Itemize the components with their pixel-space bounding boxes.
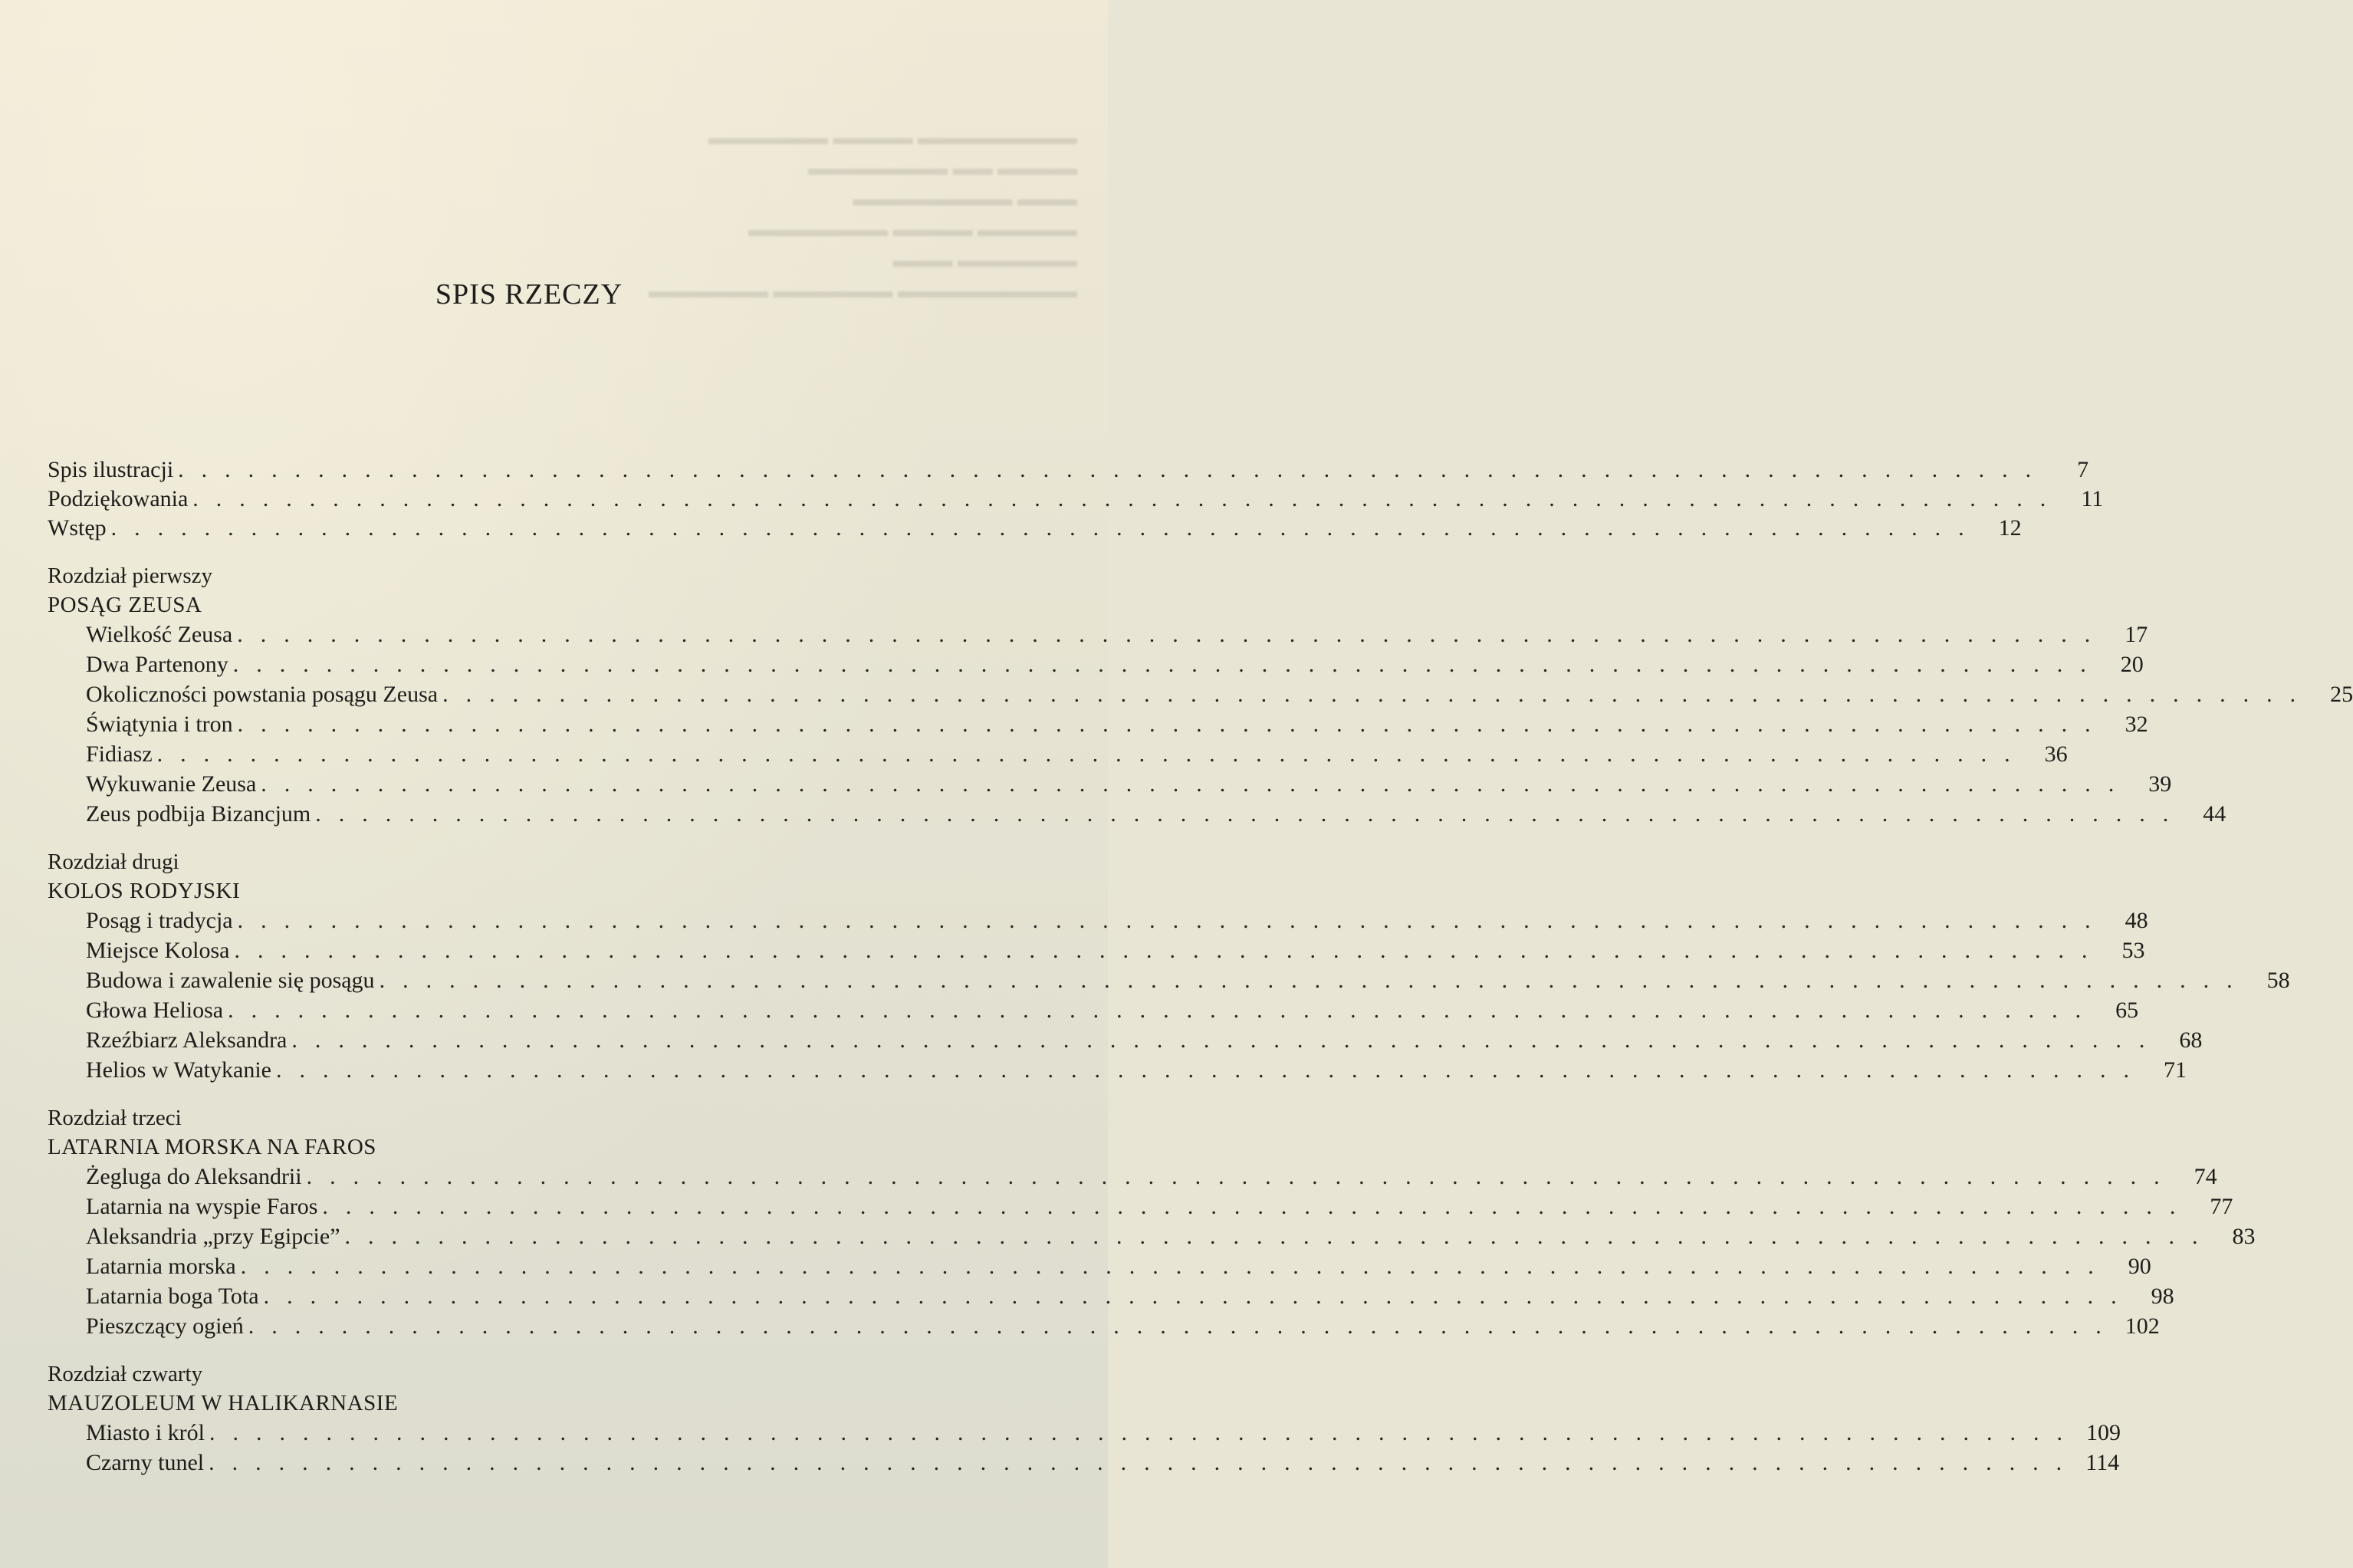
dot-leader: ................................................................................: [306, 1164, 2177, 1189]
entry-label: Latarnia na wyspie Faros: [86, 1194, 318, 1219]
dot-leader: ................................................................................: [275, 1057, 2147, 1083]
toc-section-entry: [48, 1221, 2256, 1251]
toc-entry: [48, 514, 2022, 543]
front-matter-list: [48, 455, 2104, 543]
toc-section-entry: [48, 739, 2068, 769]
entry-label: Głowa Heliosa: [86, 998, 224, 1023]
toc-section-entry: [48, 965, 2290, 995]
toc-section-entry: [48, 1418, 2121, 1448]
entry-page-number: 11: [2081, 486, 2104, 511]
toc-section-entry: [48, 769, 2172, 799]
toc-section-entry: [48, 1311, 2160, 1341]
entry-page-number: 25: [2330, 682, 2353, 707]
toc-section-entry: [48, 935, 2145, 965]
dot-leader: ................................................................................: [234, 938, 2105, 963]
entry-page-number: 53: [2121, 938, 2145, 963]
chapter-block: [48, 1359, 2121, 1478]
toc-section-entry: [48, 649, 2144, 679]
entry-page-number: 98: [2151, 1284, 2174, 1309]
entry-label: Fidiasz: [86, 741, 153, 767]
entry-label: Miasto i król: [86, 1420, 205, 1445]
entry-label: Aleksandria „przy Egipcie”: [86, 1224, 340, 1249]
dot-leader: ................................................................................: [237, 908, 2108, 933]
entry-page-number: 32: [2125, 712, 2148, 737]
chapter-list: [48, 561, 2353, 1478]
dot-leader: ................................................................................: [291, 1027, 2163, 1053]
entry-page-number: 68: [2179, 1027, 2203, 1053]
toc-section-entry: [48, 1025, 2203, 1055]
entry-label: Rzeźbiarz Aleksandra: [86, 1027, 288, 1053]
dot-leader: ................................................................................: [192, 486, 2064, 511]
chapter-label: Rozdział trzeci: [48, 1106, 182, 1130]
entry-label: Zeus podbija Bizancjum: [86, 801, 311, 827]
entry-label: Wykuwanie Zeusa: [86, 771, 257, 797]
dot-leader: ................................................................................: [156, 741, 2028, 767]
dot-leader: ................................................................................: [442, 682, 2314, 707]
entry-label: Żegluga do Aleksandrii: [86, 1164, 302, 1189]
toc-section-entry: [48, 679, 2353, 709]
chapter-label: Rozdział czwarty: [48, 1362, 203, 1386]
chapter-title: KOLOS RODYJSKI: [48, 879, 241, 903]
toc-section-entry: [48, 620, 2148, 649]
toc-section-entry: [48, 1448, 2120, 1478]
entry-page-number: 17: [2125, 622, 2148, 647]
entry-label: Czarny tunel: [86, 1450, 205, 1475]
entry-page-number: 77: [2210, 1194, 2233, 1219]
entry-page-number: 39: [2148, 771, 2172, 797]
entry-label: Dwa Partenony: [86, 652, 228, 677]
entry-page-number: 71: [2163, 1057, 2187, 1083]
chapter-block: [48, 847, 2290, 1085]
entry-page-number: 58: [2266, 968, 2290, 993]
dot-leader: ................................................................................: [322, 1194, 2194, 1219]
entry-page-number: 7: [2077, 457, 2089, 482]
toc-section-entry: [48, 1055, 2187, 1085]
entry-page-number: 20: [2120, 652, 2144, 677]
entry-page-number: 65: [2115, 998, 2139, 1023]
entry-page-number: 48: [2125, 908, 2148, 933]
dot-leader: ................................................................................: [232, 652, 2104, 677]
dot-leader: ................................................................................: [178, 457, 2049, 482]
entry-page-number: 114: [2085, 1450, 2120, 1475]
table-of-contents: [48, 455, 2353, 1478]
chapter-title: MAUZOLEUM W HALIKARNASIE: [48, 1391, 399, 1415]
toc-section-entry: [48, 1162, 2217, 1192]
toc-section-entry: [48, 799, 2226, 829]
chapter-label: Rozdział pierwszy: [48, 564, 213, 588]
entry-label: Wstęp: [48, 515, 107, 541]
dot-leader: ................................................................................: [209, 1420, 2080, 1445]
entry-page-number: 12: [1998, 515, 2022, 541]
toc-section-entry: [48, 1251, 2151, 1281]
entry-page-number: 36: [2044, 741, 2068, 767]
toc-section-entry: [48, 1192, 2233, 1221]
dot-leader: ................................................................................: [261, 771, 2132, 797]
dot-leader: ................................................................................: [228, 998, 2099, 1023]
toc-section-entry: [48, 906, 2148, 935]
dot-leader: ................................................................................: [237, 622, 2108, 647]
entry-label: Latarnia boga Tota: [86, 1284, 259, 1309]
dot-leader: ................................................................................: [263, 1284, 2134, 1309]
entry-label: Posąg i tradycja: [86, 908, 233, 933]
toc-entry: [48, 455, 2089, 485]
show-through-text: ▬▬▬▬▬▬▬▬ ▬▬▬▬ ▬▬▬▬▬▬ ▬▬▬▬ ▬▬ ▬▬▬▬▬▬▬ ▬▬▬ ▬▬▬▬▬▬▬▬ ▬▬▬▬▬ ▬▬▬▬ ▬▬▬▬▬▬▬ ▬▬▬▬▬▬ ▬▬▬ ▬▬▬▬▬▬▬▬▬ ▬▬▬▬▬▬ ▬▬▬▬▬▬: [649, 127, 1077, 302]
entry-label: Pieszczący ogień: [86, 1313, 244, 1339]
dot-leader: ................................................................................: [240, 1254, 2111, 1279]
toc-entry: [48, 485, 2104, 514]
toc-section-entry: [48, 709, 2148, 739]
chapter-label: Rozdział drugi: [48, 850, 179, 874]
chapter-title: POSĄG ZEUSA: [48, 593, 202, 617]
entry-page-number: 44: [2203, 801, 2226, 827]
entry-page-number: 102: [2125, 1313, 2160, 1339]
dot-leader: ................................................................................: [110, 515, 1982, 541]
entry-label: Helios w Watykanie: [86, 1057, 271, 1083]
dot-leader: ................................................................................: [237, 712, 2108, 737]
chapter-title: LATARNIA MORSKA NA FAROS: [48, 1135, 376, 1159]
dot-leader: ................................................................................: [379, 968, 2250, 993]
dot-leader: ................................................................................: [248, 1313, 2119, 1339]
entry-page-number: 83: [2232, 1224, 2256, 1249]
dot-leader: ................................................................................: [209, 1450, 2080, 1475]
entry-label: Latarnia morska: [86, 1254, 236, 1279]
entry-label: Świątynia i tron: [86, 712, 233, 737]
chapter-block: [48, 561, 2353, 829]
entry-label: Miejsce Kolosa: [86, 938, 230, 963]
toc-section-entry: [48, 1281, 2174, 1311]
entry-label: Okoliczności powstania posągu Zeusa: [86, 682, 439, 707]
page-title: SPIS RZECZY: [435, 278, 623, 311]
entry-label: Spis ilustracji: [48, 457, 174, 482]
dot-leader: ................................................................................: [344, 1224, 2216, 1249]
entry-label: Podziękowania: [48, 486, 189, 511]
entry-page-number: 90: [2128, 1254, 2151, 1279]
entry-page-number: 109: [2086, 1420, 2121, 1445]
entry-label: Wielkość Zeusa: [86, 622, 233, 647]
entry-label: Budowa i zawalenie się posągu: [86, 968, 375, 993]
toc-section-entry: [48, 995, 2139, 1025]
dot-leader: ................................................................................: [315, 801, 2187, 827]
chapter-block: [48, 1103, 2256, 1341]
entry-page-number: 74: [2194, 1164, 2217, 1189]
